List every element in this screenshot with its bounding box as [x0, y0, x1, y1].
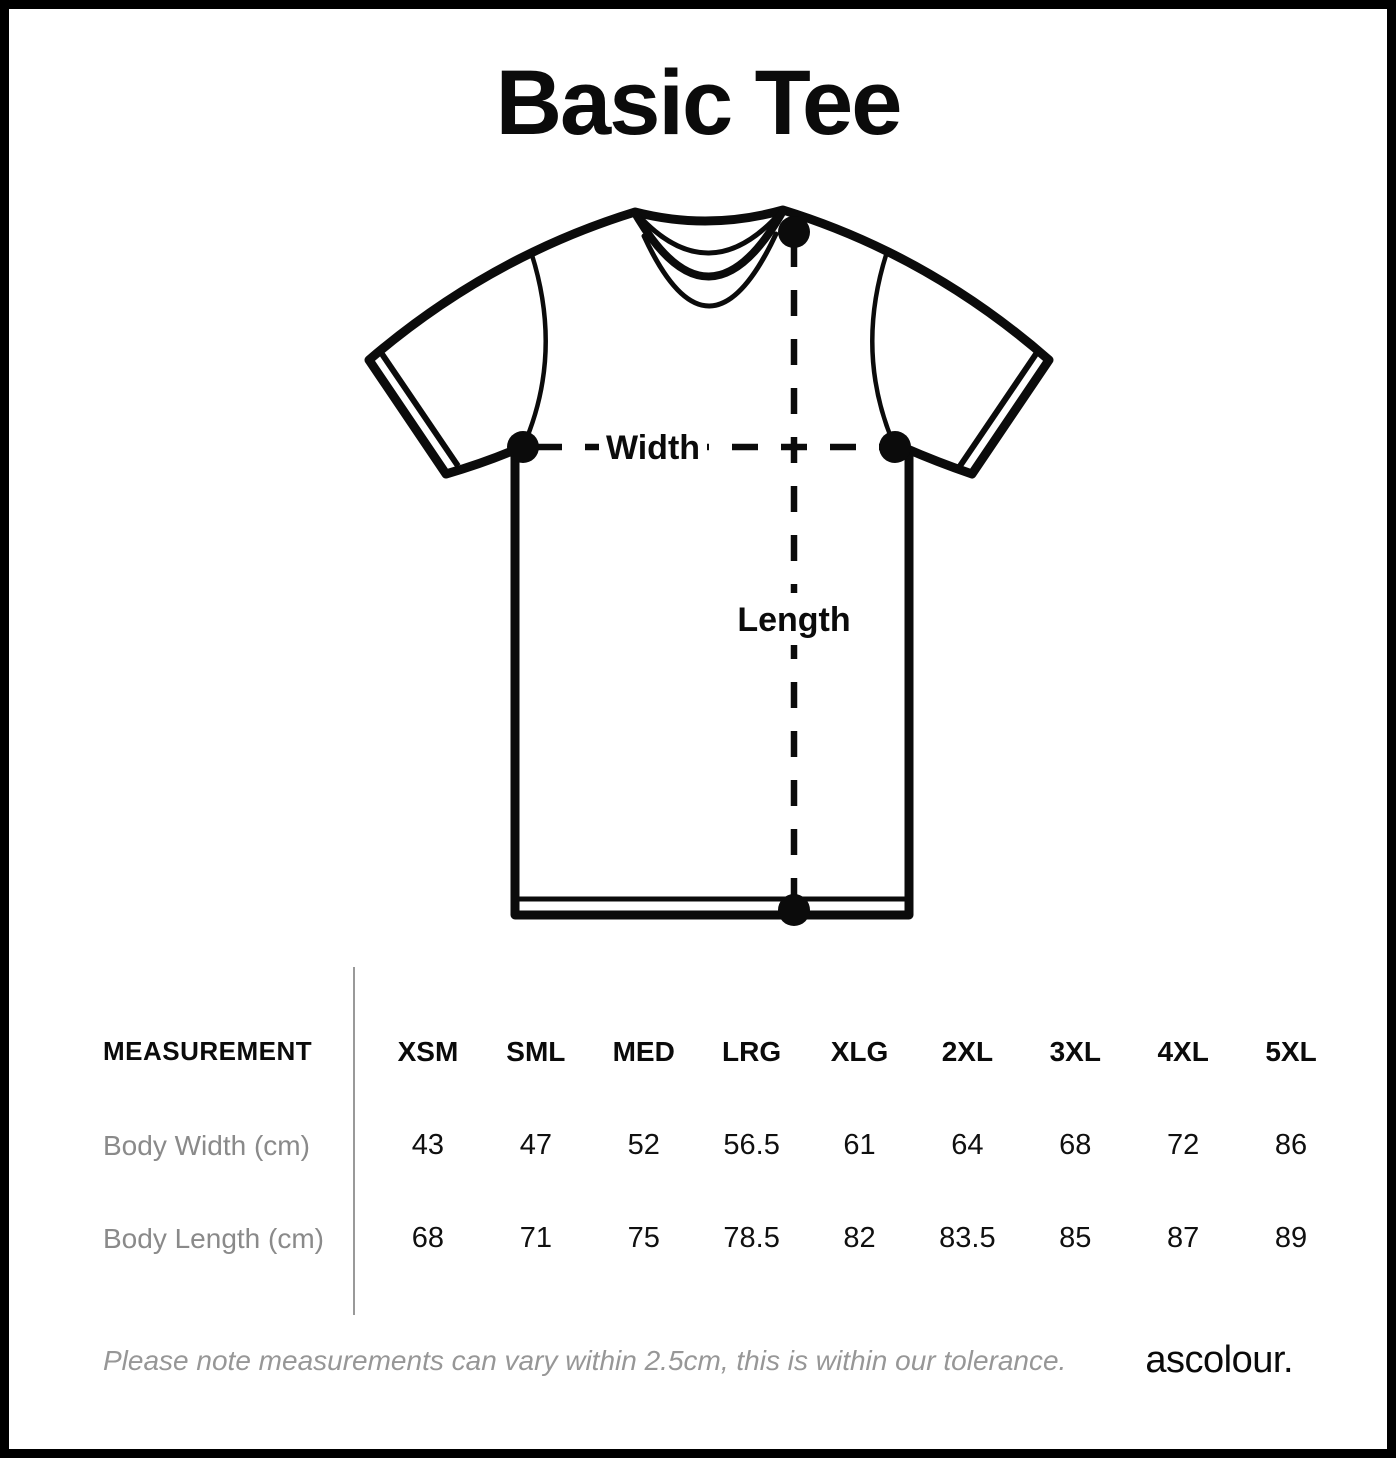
size-header-xlg: XLG — [830, 1035, 889, 1067]
body-length-5xl: 89 — [1274, 1222, 1308, 1254]
body-width-lrg: 56.5 — [723, 1129, 780, 1161]
right-underarm-dot — [879, 431, 911, 463]
size-header-sml: SML — [506, 1035, 566, 1067]
body-width-3xl: 68 — [1059, 1129, 1092, 1161]
size-header-4xl: 4XL — [1157, 1035, 1209, 1067]
size-header-xsm: XSM — [397, 1035, 459, 1067]
body-width-xsm: 43 — [411, 1129, 445, 1161]
body-length-lrg: 78.5 — [723, 1222, 780, 1254]
body-length-xlg: 82 — [843, 1222, 876, 1254]
body-length-xsm: 68 — [411, 1222, 445, 1254]
body-length-sml: 71 — [519, 1222, 552, 1254]
size-header-5xl: 5XL — [1265, 1035, 1317, 1067]
body-length-4xl: 87 — [1167, 1222, 1200, 1254]
tolerance-note: Please note measurements can vary within 2.5cm, this is within our tolerance. — [103, 1345, 1067, 1376]
body-length-med: 75 — [627, 1222, 660, 1254]
brand-logo: ascolour. — [1145, 1339, 1293, 1381]
body-width-med: 52 — [627, 1129, 660, 1161]
measurement-header: MEASUREMENT — [103, 1036, 313, 1066]
body-width-4xl: 72 — [1167, 1129, 1200, 1161]
row-label-body-length: Body Length (cm) — [103, 1222, 324, 1254]
tshirt-diagram — [339, 189, 1079, 949]
body-width-5xl: 86 — [1274, 1129, 1308, 1161]
size-header-med: MED — [612, 1035, 675, 1067]
size-header-2xl: 2XL — [941, 1035, 994, 1067]
body-width-xlg: 61 — [843, 1129, 876, 1161]
tshirt-outline — [369, 210, 1049, 915]
row-label-body-width: Body Width (cm) — [103, 1129, 310, 1161]
collar-point-dot — [778, 216, 810, 248]
body-length-3xl: 85 — [1059, 1222, 1092, 1254]
size-header-lrg: LRG — [722, 1035, 782, 1067]
body-width-sml: 47 — [519, 1129, 552, 1161]
measurement-table — [69, 1004, 1345, 1285]
body-length-2xl: 83.5 — [939, 1222, 996, 1254]
hem-point-dot — [778, 894, 810, 926]
size-header-3xl: 3XL — [1049, 1035, 1101, 1067]
left-underarm-dot — [507, 431, 539, 463]
body-width-2xl: 64 — [951, 1129, 984, 1161]
width-label: Width — [605, 429, 701, 467]
length-label: Length — [737, 601, 851, 639]
page-title: Basic Tee — [495, 52, 901, 154]
